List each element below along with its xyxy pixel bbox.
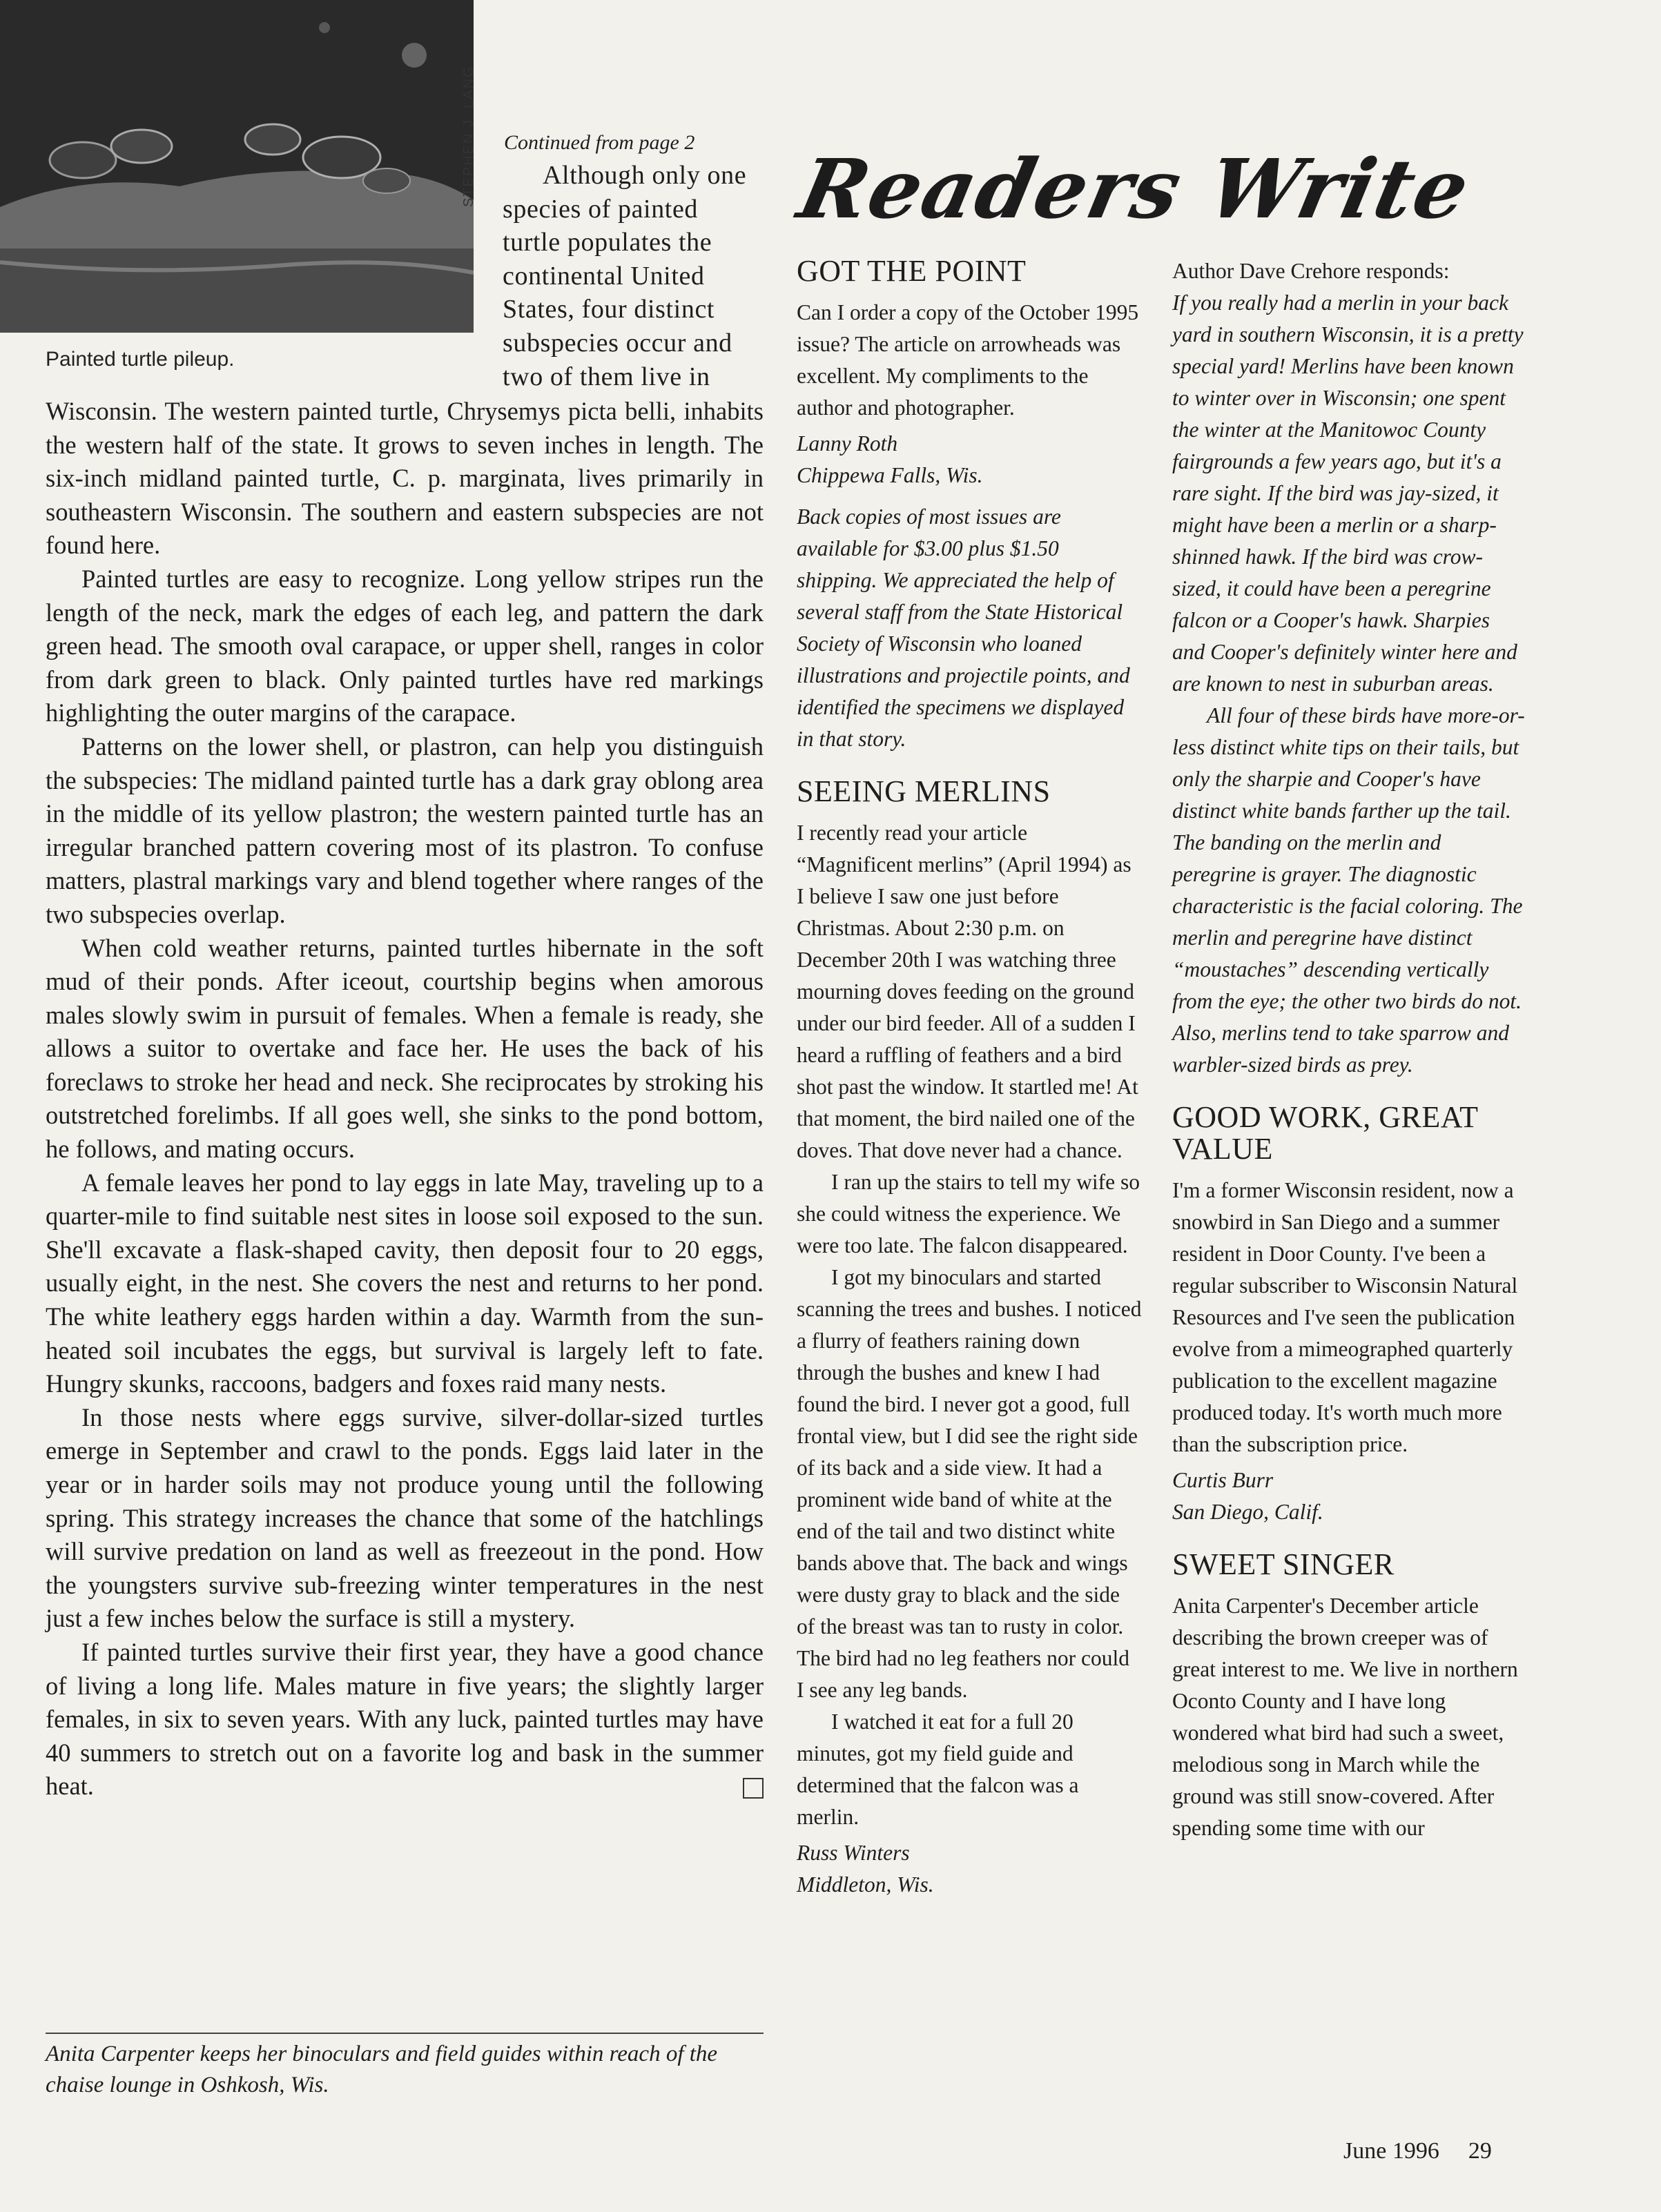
- article-paragraph: A female leaves her pond to lay eggs in late May, traveling up to a quarter-mile to find suitable nest sites in loose soil exposed to the sun. She'll excavate a flask-shaped cavity, then deposit four to 20 eggs, usually eight, in the nest. She covers the nest and returns to her pond. The white leathery eggs harden within a day. Warmth from the sun-heated soil incubates the eggs, but survival is largely left to fate. Hungry skunks, raccoons, badgers and foxes raid many nests.: [46, 1168, 764, 1398]
- letters-column-1: [797, 255, 1142, 1901]
- letter-body: I ran up the stairs to tell my wife so she could witness the experience. We were too late. The falcon disappeared.: [797, 1170, 1140, 1257]
- letter-sign-name: Russ Winters: [797, 1841, 910, 1865]
- page-footer: [1343, 2138, 1492, 2164]
- readers-write-masthead: Readers Write: [790, 141, 1479, 237]
- article-lead: [503, 159, 764, 393]
- article-paragraph: Painted turtles are easy to recognize. Long yellow stripes run the length of the neck, mark the edges of each leg, and pattern the dark green head. The smooth oval carapace, or upper shell, ranges in color from dark green to black. Only painted turtles have red markings highlighting the outer margins of the carapace.: [46, 564, 764, 727]
- letter-sign-name: Curtis Burr: [1172, 1468, 1274, 1492]
- letter-body: I got my binoculars and started scanning the trees and bushes. I noticed a flurry of feathers raining down through the bushes and knew I had found the bird. I never got a good, full frontal view, but I did see the right side of its back and a side view. It had a prominent wide band of white at the end of the tail and two distinct white bands above that. The back and wings were dusty gray to black and the side of the breast was tan to rusty in color. The bird had no leg feathers nor could I see any leg bands.: [797, 1265, 1142, 1702]
- lead-line: subspecies occur and: [503, 328, 732, 358]
- article-paragraph: When cold weather returns, painted turtles hibernate in the soft mud of their ponds. After iceout, courtship begins when amorous males slowly swim in pursuit of females. When a female is ready, she allows a suitor to overtake and face her. He uses the back of his foreclaws to stroke her head and neck. She reciprocates by stroking his outstretched forelimbs. If all goes well, she sinks to the pond bottom, he follows, and mating occurs.: [46, 933, 764, 1164]
- article-paragraph-last: [46, 1636, 764, 1803]
- editor-reply: Back copies of most issues are available for $3.00 plus $1.50 shipping. We appreciated the help of several staff from the State Historical Society of Wisconsin who loaned illustrations and projectile points, and identified the specimens we displayed in that story.: [797, 505, 1130, 751]
- article-paragraph: In those nests where eggs survive, silver-dollar-sized turtles emerge in September and crawl to the ponds. Eggs laid later in the year or in harder soils may not produce young until the following spring. This strategy increases the chance that some of the hatchlings will survive predation on land as well as freezeout in the pond. How the youngsters survive sub-freezing winter temperatures in the nest just a few inches below the surface is still a mystery.: [46, 1402, 764, 1633]
- photo-caption: Painted turtle pileup.: [46, 348, 235, 371]
- turtle-photo: [0, 0, 474, 333]
- response-intro: Author Dave Crehore responds:: [1172, 259, 1450, 283]
- letter-sign-name: Lanny Roth: [797, 431, 898, 456]
- divider: [46, 2033, 764, 2034]
- letter-body: I recently read your article “Magnificent merlins” (April 1994) as I believe I saw one just before Christmas. About 2:30 p.m. on December 20th I was watching three mourning doves feeding on the ground under our bird feeder. All of a sudden I heard a ruffling of feathers and a bird shot past the window. It startled me! At that moment, the bird nailed one of the doves. That dove never had a chance.: [797, 821, 1138, 1162]
- letter-body: I'm a former Wisconsin resident, now a snowbird in San Diego and a summer resident in Door County. I've been a regular subscriber to Wisconsin Natural Resources and I've seen the publication evolve from a mimeographed quarterly publication to the excellent magazine produced today. It's worth much more than the subscription price.: [1172, 1178, 1518, 1456]
- lead-line: two of them live in: [503, 362, 710, 391]
- letter-sign-place: Middleton, Wis.: [797, 1872, 934, 1897]
- letter-heading: GOOD WORK, GREAT VALUE: [1172, 1100, 1478, 1166]
- author-response: All four of these birds have more-or-less distinct white tips on their tails, but only the sharpie and Cooper's have distinct white bands farther up the tail. The banding on the merlin and peregrine is grayer. The diagnostic characteristic is the facial coloring. The merlin and peregrine have distinct “moustaches” descending vertically from the eye; the other two birds do not. Also, merlins tend to take sparrow and warbler-sized birds as prey.: [1172, 703, 1525, 1077]
- letter-heading: GOT THE POINT: [797, 254, 1027, 288]
- article-body: [46, 395, 764, 1803]
- author-bio: Anita Carpenter keeps her binoculars and field guides within reach of the chaise lounge in Oshkosh, Wis.: [46, 2042, 718, 2097]
- lead-line: States, four distinct: [503, 295, 715, 324]
- letter-body: Can I order a copy of the October 1995 issue? The article on arrowheads was excellent. My compliments to the author and photographer.: [797, 300, 1139, 420]
- letter-sign-place: San Diego, Calif.: [1172, 1500, 1323, 1524]
- continued-note: Continued from page 2: [504, 131, 695, 154]
- lead-line: Although only one: [543, 161, 747, 190]
- letter-body: I watched it eat for a full 20 minutes, got my field guide and determined that the falcon was a merlin.: [797, 1710, 1079, 1829]
- author-response: If you really had a merlin in your back yard in southern Wisconsin, it is a pretty special yard! Merlins have been known to winter over in Wisconsin; one spent the winter at the Manitowoc County fairgrounds a few years ago, but it's a rare sight. If the bird was jay-sized, it might have been a merlin or a sharp-shinned hawk. If the bird was crow-sized, it could have been a peregrine falcon or a Cooper's hawk. Sharpies and Cooper's definitely winter here and are known to nest in suburban areas.: [1172, 291, 1524, 696]
- article-paragraph: Patterns on the lower shell, or plastron, can help you distinguish the subspecies: The midland painted turtle has a dark gray oblong area in the middle of its yellow plastron; the western painted turtle has an irregular branched pattern covering most of its plastron. To confuse matters, plastral markings vary and blend together where ranges of the two subspecies overlap.: [46, 732, 764, 928]
- lead-line: species of painted: [503, 194, 699, 224]
- article-paragraph-text: If painted turtles survive their first year, they have a good chance of living a long life. Males mature in five years; the slightly larger females, in six to seven years. With any luck, painted turtles may have 40 summers to stretch out on a favorite log and bask in the summer heat.: [46, 1637, 764, 1801]
- letter-heading: SWEET SINGER: [1172, 1547, 1395, 1581]
- letters-column-2: [1172, 255, 1526, 1844]
- page-number: 29: [1468, 2138, 1492, 2164]
- article-paragraph: Wisconsin. The western painted turtle, Chrysemys picta belli, inhabits the western half of the state. It grows to seven inches in length. The six-inch midland painted turtle, C. p. marginata, lives primarily in southeastern Wisconsin. The southern and eastern subspecies are not found here.: [46, 397, 764, 560]
- letter-sign-place: Chippewa Falls, Wis.: [797, 463, 983, 487]
- letter-body: Anita Carpenter's December article describing the brown creeper was of great interest to me. We live in northern Oconto County and I have long wondered what bird had such a sweet, melodious song in March while the ground was still snow-covered. After spending some time with our: [1172, 1594, 1518, 1840]
- issue-date: June 1996: [1343, 2138, 1439, 2164]
- lead-line: turtle populates the: [503, 228, 712, 257]
- letter-heading: SEEING MERLINS: [797, 774, 1051, 808]
- photo-credit: STEPHEN J. LANG: [461, 65, 476, 207]
- end-mark-icon: [743, 1778, 764, 1799]
- lead-line: continental United: [503, 261, 705, 291]
